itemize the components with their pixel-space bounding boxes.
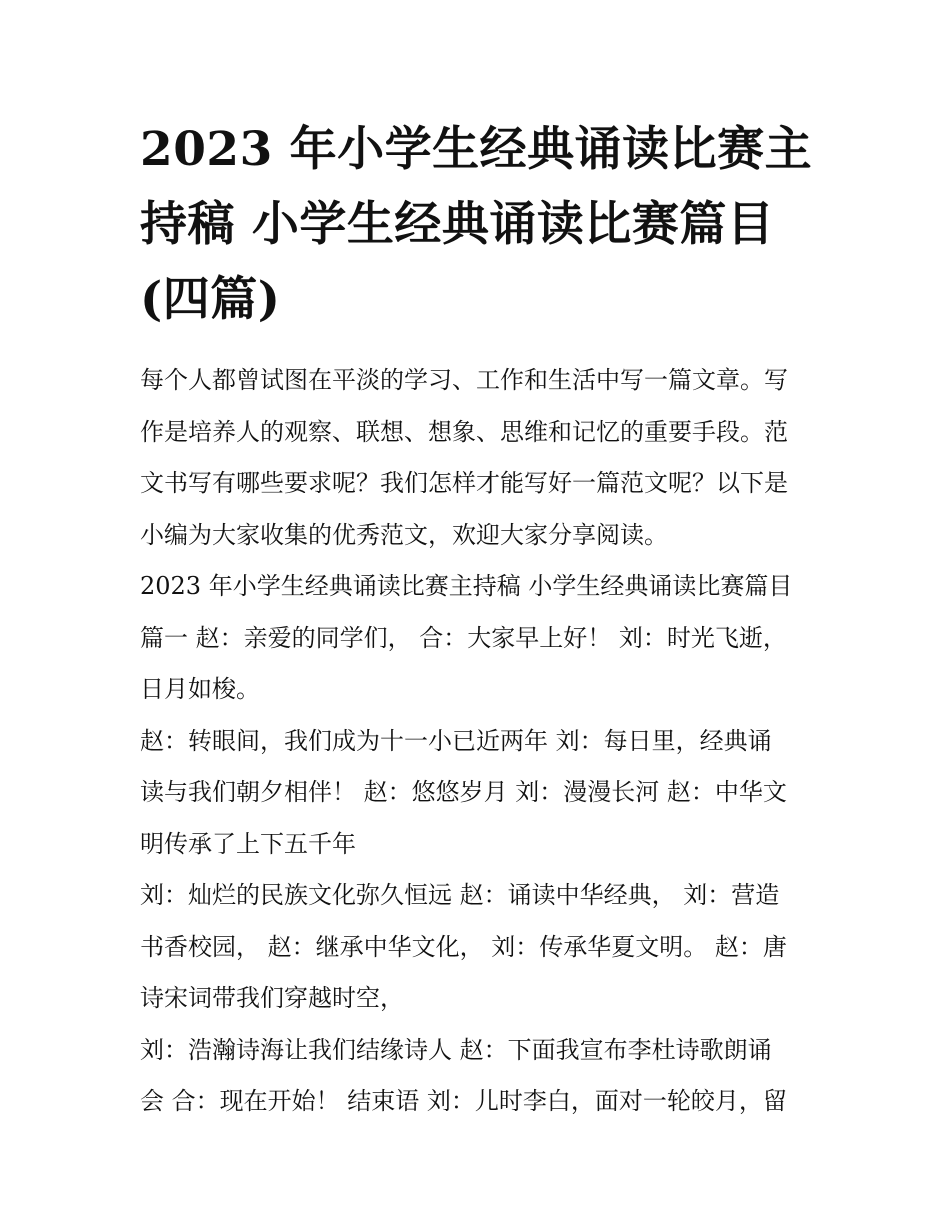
title-line: (四篇) (140, 272, 281, 327)
text-line: 明传承了上下五千年 (140, 829, 356, 858)
document-title (140, 112, 820, 337)
text-line: 会 合：现在开始！ 结束语 刘：儿时李白，面对一轮皎月，留 (140, 1087, 787, 1115)
text-line: 刘：灿烂的民族文化弥久恒远 赵：诵读中华经典， 刘：营造 (140, 881, 780, 909)
dialogue-paragraph (140, 1025, 820, 1128)
title-line: 2023 年小学生经典诵读比赛主 (140, 122, 813, 177)
text-line: 诗宋词带我们穿越时空， (140, 984, 404, 1012)
intro-paragraph (140, 355, 820, 561)
text-line: 小编为大家收集的优秀范文，欢迎大家分享阅读。 (140, 520, 668, 549)
title-line: 持稿 小学生经典诵读比赛篇目 (140, 197, 775, 252)
text-line: 赵：转眼间，我们成为十一小已近两年 刘：每日里，经典诵 (140, 726, 772, 755)
text-line: 作是培养人的观察、联想、想象、思维和记忆的重要手段。范 (140, 417, 788, 446)
text-line: 每个人都曾试图在平淡的学习、工作和生活中写一篇文章。写 (140, 366, 788, 394)
text-line: 文书写有哪些要求呢？我们怎样才能写好一篇范文呢？以下是 (140, 469, 788, 497)
text-line: 日月如梭。 (140, 675, 260, 703)
document-body (140, 355, 820, 1128)
section-heading-paragraph (140, 561, 820, 716)
text-line: 篇一 赵：亲爱的同学们， 合：大家早上好！ 刘：时光飞逝， (140, 623, 787, 652)
dialogue-paragraph (140, 716, 820, 871)
text-line: 读与我们朝夕相伴！ 赵：悠悠岁月 刘：漫漫长河 赵：中华文 (140, 778, 787, 806)
text-line: 2023 年小学生经典诵读比赛主持稿 小学生经典诵读比赛篇目 (140, 572, 793, 600)
text-line: 书香校园， 赵：继承中华文化， 刘：传承华夏文明。 赵：唐 (140, 932, 787, 961)
dialogue-paragraph (140, 870, 820, 1025)
text-line: 刘：浩瀚诗海让我们结缘诗人 赵：下面我宣布李杜诗歌朗诵 (140, 1035, 772, 1064)
